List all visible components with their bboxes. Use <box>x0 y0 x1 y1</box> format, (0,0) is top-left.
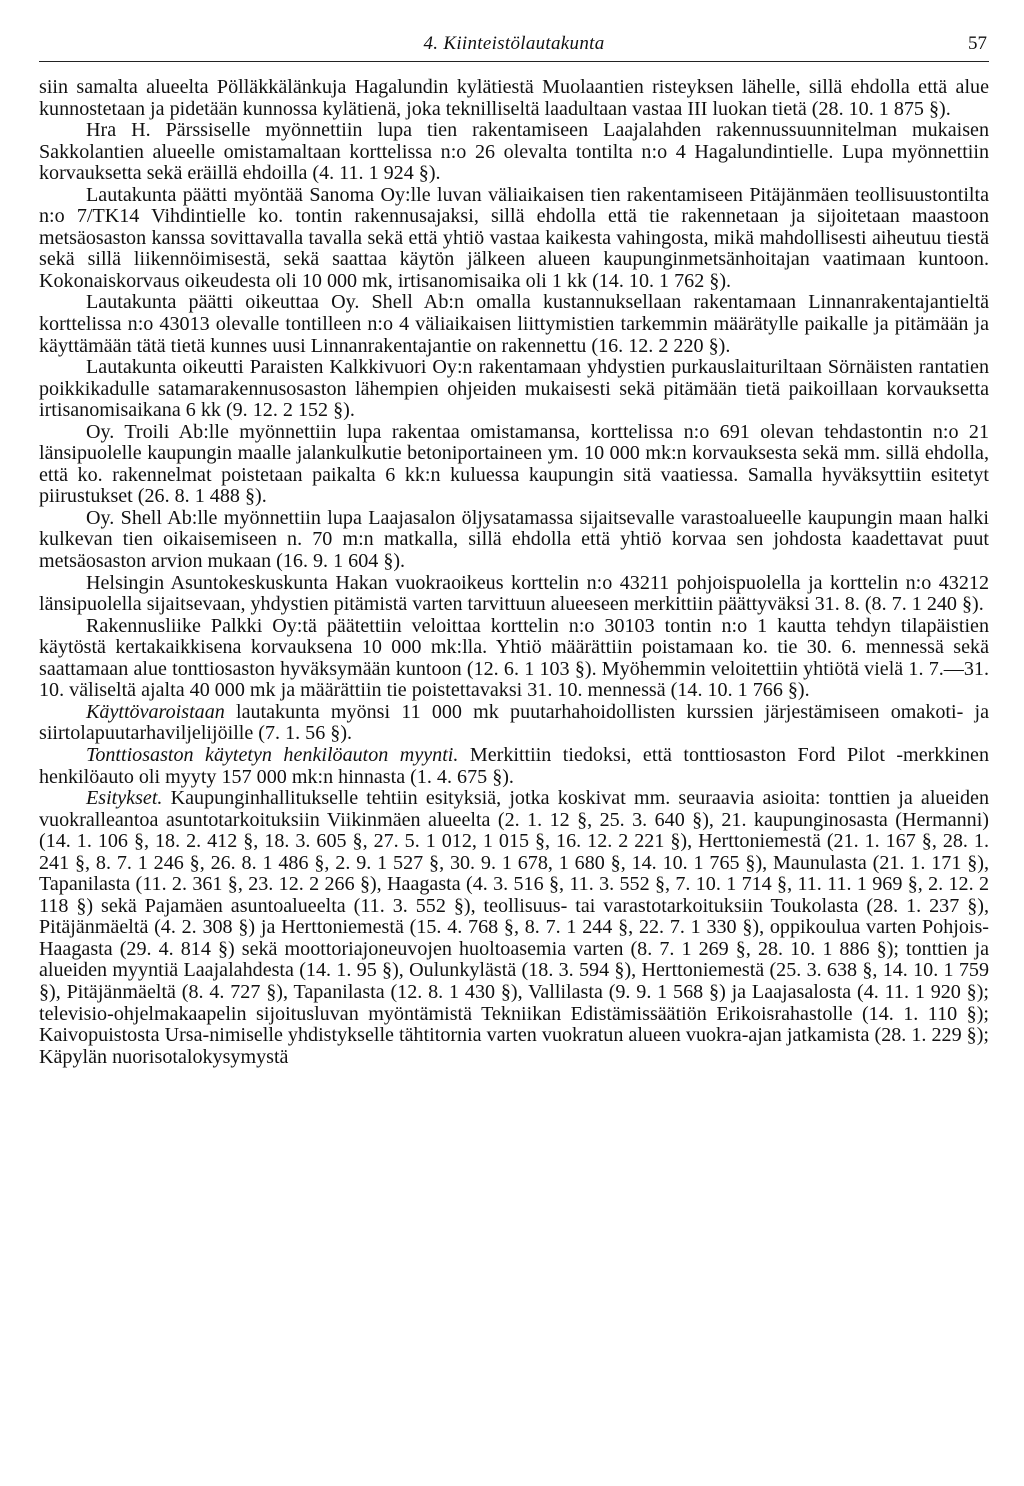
paragraph <box>39 508 989 573</box>
running-title: 4. Kiinteistölautakunta <box>423 33 605 54</box>
paragraph-text: siin samalta alueelta Pölläkkälänkuja Hagalundin kylätiestä Muolaantien risteyksen lähelle, sillä ehdolla että alue kunnostetaan ja pidetään kunnossa kylätienä, joka teknilliseltä laadultaan vastaa III luokan tietä (28. 10. 1 875 §). <box>39 76 989 120</box>
paragraph-text: Merkittiin tiedoksi, että tonttiosaston Ford Pilot -merkkinen henkilöauto oli myyty 157 000 mk:n hinnasta (1. 4. 675 §). <box>39 743 989 788</box>
paragraph-lead: Tonttiosaston käytetyn henkilöauton myynti. <box>86 743 459 766</box>
page-header <box>39 0 989 54</box>
paragraph-text: Hra H. Pärssiselle myönnettiin lupa tien rakentamiseen Laajalahden rakennussuunnitelman mukaisen Sakkolantien alueelle omistamaltaan korttelissa n:o 26 olevalta tontilta n:o 4 Hagalundintielle. Lupa myönnettiin korvauksetta sekä eräillä ehdoilla (4. 11. 1 924 §). <box>39 119 989 185</box>
paragraph-text: Lautakunta päätti myöntää Sanoma Oy:lle luvan väliaikaisen tien rakentamiseen Pitäjänmäen teollisuustontilta n:o 7/TK14 Vihdintielle ko. tontin rakennusajaksi, sillä ehdolla että tie rakennetaan ja sijoitetaan maastoon metsäosaston kanssa sovittavalla tavalla sekä että yhtiö vastaa kaikesta vahingosta, mikä mahdollisesti aiheutuu tiestä sekä sillä liikennöimisestä, sekä saattaa käytön jälkeen alueen kaupunginmetsänhoitajan vaatimaan kuntoon. Kokonaiskorvaus oikeudesta oli 10 000 mk, irtisanomisaika oli 1 kk (14. 10. 1 762 §). <box>39 183 989 292</box>
paragraph <box>39 120 989 185</box>
paragraph <box>39 422 989 508</box>
paragraph <box>39 702 989 745</box>
paragraph <box>39 292 989 357</box>
paragraph <box>39 77 989 120</box>
paragraph-text: Lautakunta päätti oikeuttaa Oy. Shell Ab:n omalla kustannuksellaan rakentamaan Linnanrakentajantieltä korttelissa n:o 43013 olevalle tontilleen n:o 4 väliaikaisen liittymistien tarkemmin määrätylle paikalle ja pitämään ja käyttämään tätä tietä kunnes uusi Linnanrakentajantie on rakennettu (16. 12. 2 220 §). <box>39 291 989 357</box>
document-page <box>39 0 989 1486</box>
paragraph-text: Oy. Shell Ab:lle myönnettiin lupa Laajasalon öljysatamassa sijaitsevalle varastoalueelle kaupungin maan halki kulkevan tien oikaisemiseen n. 70 m:n matkalla, sillä ehdolla että yhtiö korvaa sen johdosta kaadettavat puut metsäosaston arvion mukaan (16. 9. 1 604 §). <box>39 506 989 573</box>
header-rule <box>39 61 989 62</box>
paragraph-lead: Esitykset. <box>86 787 163 810</box>
paragraph <box>39 357 989 422</box>
paragraph-lead: Käyttövaroistaan <box>86 700 225 723</box>
paragraph-text: Helsingin Asuntokeskuskunta Hakan vuokraoikeus korttelin n:o 43211 pohjoispuolella ja korttelin n:o 43212 länsipuolella sijaitsevaan, yhdystien pitämistä varten tarvittuun alueeseen merkittiin päättyväksi 31. 8. (8. 7. 1 240 §). <box>39 571 989 616</box>
paragraph-text: Oy. Troili Ab:lle myönnettiin lupa rakentaa omistamansa, korttelissa n:o 691 olevan tehdastontin n:o 21 länsipuolelle kaupungin maalle jalankulkutie betoniportaineen ym. 10 000 mk:n korvauksesta sekä mm. sillä ehdolla, että ko. rakennelmat poistetaan paikalta 6 kk:n kuluessa kaupungin sitä vaatiessa. Samalla hyväksyttiin esitetyt piirustukset (26. 8. 1 488 §). <box>39 420 989 508</box>
paragraph <box>39 185 989 293</box>
paragraph <box>39 616 989 702</box>
paragraph-text: Kaupunginhallitukselle tehtiin esityksiä, jotka koskivat mm. seuraavia asioita: tonttien ja alueiden vuokralleantoa asuntotarkoituksiin Viikinmäen alueelta (2. 1. 12 §, 25. 3. 640 §), 21. kaupunginosasta (Hermanni) (14. 1. 106 §, 18. 2. 412 §, 18. 3. 605 §, 27. 5. 1 012, 1 015 §, 16. 12. 2 221 §), Herttoniemestä (21. 1. 167 §, 28. 1. 241 §, 8. 7. 1 246 §, 26. 8. 1 486 §, 2. 9. 1 527 §, 30. 9. 1 678, 1 680 §, 14. 10. 1 765 §), Maunulasta (21. 1. 171 §), Tapanilasta (11. 2. 361 §, 23. 12. 2 266 §), Haagasta (4. 3. 516 §, 11. 3. 552 §, 7. 10. 1 714 §, 11. 11. 1 969 §, 2. 12. 2 118 §) sekä Pajamäen asuntoalueelta (11. 3. 552 §), teollisuus- tai varastotarkoituksiin Toukolasta (28. 1. 237 §), Pitäjänmäeltä (4. 2. 308 §) ja Herttoniemestä (15. 4. 768 §, 8. 7. 1 244 §, 22. 7. 1 330 §), oppikoulua varten Pohjois-Haagasta (29. 4. 814 §) sekä moottoriajoneuvojen huoltoasemia varten (8. 7. 1 269 §, 28. 10. 1 886 §); tonttien ja alueiden myyntiä Laajalahdesta (14. 1. 95 §), Oulunkylästä (18. 3. 594 §), Herttoniemestä (25. 3. 638 §, 14. 10. 1 759 §), Pitäjänmäeltä (8. 4. 727 §), Tapanilasta (12. 8. 1 430 §), Vallilasta (9. 9. 1 568 §) ja Laajasalosta (4. 11. 1 920 §); televisio-ohjelmakaapelin sijoitusluvan myöntämistä Tekniikan Edistämissäätiön Erikoisrahastolle (14. 1. 110 §); Kaivopuistosta Ursa-nimiselle yhdistykselle tähtitornia varten vuokratun alueen vuokra-ajan jatkamista (28. 1. 229 §); Käpylän nuorisotalokysymystä <box>39 787 989 1068</box>
body-text <box>39 77 989 1068</box>
paragraph-text: Rakennusliike Palkki Oy:tä päätettiin veloittaa korttelin n:o 30103 tontin n:o 1 kautta tehdyn tilapäistien käytöstä kertakaikkisena korvauksena 10 000 mk:lla. Yhtiö määrättiin poistamaan ko. tie 30. 6. mennessä sekä saattamaan alue tonttiosaston hyväksymään kuntoon (12. 6. 1 103 §). Myöhemmin veloitettiin yhtiötä vielä 1. 7.—31. 10. väliseltä ajalta 40 000 mk ja määrättiin tie poistettavaksi 31. 10. mennessä (14. 10. 1 766 §). <box>39 614 989 702</box>
paragraph-text: Lautakunta oikeutti Paraisten Kalkkivuori Oy:n rakentamaan yhdystien purkauslaituriltaan Sörnäisten rantatien poikkikadulle satamarakennusosaston lähempien ohjeiden mukaisesti sekä pitämään tietä paikoillaan korvauksetta irtisanomisaikana 6 kk (9. 12. 2 152 §). <box>39 356 989 422</box>
page-number: 57 <box>968 33 987 54</box>
paragraph <box>39 573 989 616</box>
paragraph <box>39 745 989 788</box>
paragraph-text: lautakunta myönsi 11 000 mk puutarhahoidollisten kurssien järjestämiseen omakoti- ja siirtolapuutarhaviljelijöille (7. 1. 56 §). <box>39 700 989 745</box>
paragraph <box>39 788 989 1068</box>
